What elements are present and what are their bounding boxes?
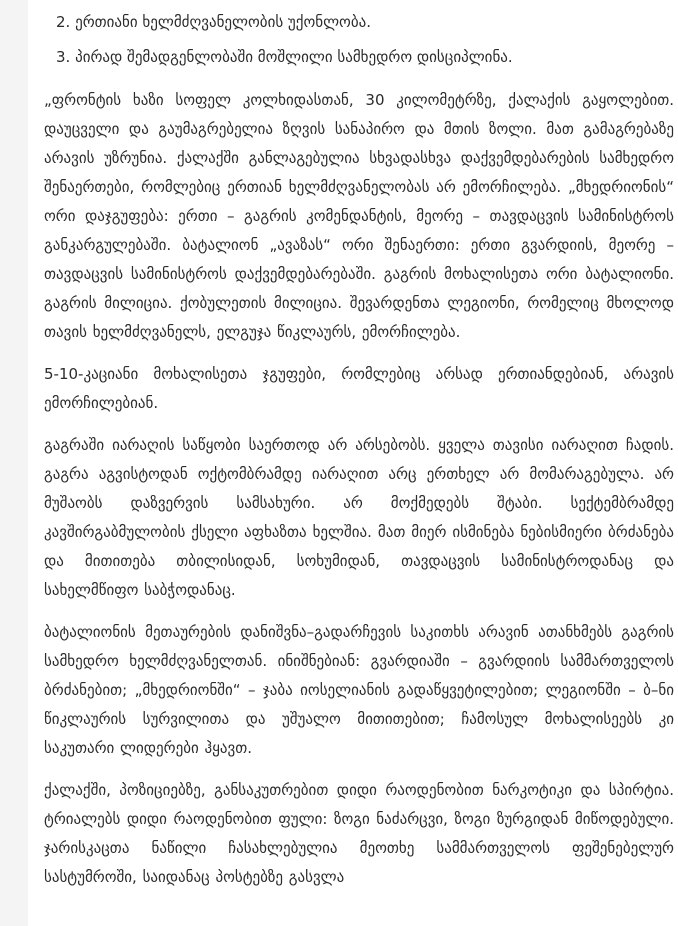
left-margin-rail — [0, 0, 28, 926]
paragraph-weapons-depot: გაგრაში იარაღის საწყობი საერთოდ არ არსებობს. ყველა თავისი იარაღით ჩადის. გაგრა აგვისტოდან ოქტომბრამდე იარაღით არც ერთხელ არ მომარაგებულა. არ მუშაობს დაზვერვის სამსახური. არ მოქმედებს შტაბი. სექტემბრამდე კავშირგაბმულობის ქსელი აფხაზთა ხელშია. მათ მიერ ისმინება ნებისმიერი ბრძანება და მითითება თბილისიდან, სოხუმიდან, თავდაცვის სამინისტროდანაც და სახელმწიფო საბჭოდანაც. — [44, 436, 674, 599]
list-item-3: 3. პირად შემადგენლობაში მოშლილი სამხედრო დისციპლინა. — [56, 48, 513, 66]
paragraph-volunteer-groups: 5-10-კაციანი მოხალისეთა ჯგუფები, რომლებიც არსად ერთიანდებიან, არავის ემორჩილებიან. — [44, 365, 674, 412]
paragraph-narcotics: ქალაქში, პოზიციებზე, განსაკუთრებით დიდი რაოდენობით ნარკოტიკი და სპირტია. ტრიალებს დიდი რაოდენობით ფული: ზოგი ნაძარცვი, ზოგი ზურგიდან მიწოდებული. ჯარისკაცთა ნაწილი ჩასახლებულია მეოთხე სამმართველოს ფეშენებელურ სასტუმროში, საიდანაც პოსტებზე გასვლა — [44, 781, 674, 886]
paragraph-battalion-commanders: ბატალიონის მეთაურების დანიშვნა–გადარჩევის საკითხს არავინ ათანხმებს გაგრის სამხედრო ხელმძღვანელთან. ინიშნებიან: გვარდიაში – გვარდიის სამმართველოს ბრძანებით; „მხედრიონში“ – ჯაბა იოსელიანის გადაწყვეტილებით; ლეგიონში – ბ–ნი წიკლაურის სურვილითა და უშუალო მითითებით; ჩამოსულ მოხალისეებს კი საკუთარი ლიდერები ჰყავთ. — [44, 623, 674, 757]
paragraph-front-line: „ფრონტის ხაზი სოფელ კოლხიდასთან, 30 კილომეტრზე, ქალაქის გაყოლებით. დაუცველი და გაუმაგრებელია ზღვის სანაპირო და მთის ზოლი. მათ გამაგრებაზე არავის უზრუნია. ქალაქში განლაგებულია სხვადასხვა დაქვემდებარების სამხედრო შენაერთები, რომლებიც ერთიან ხელმძღვანელობას არ ემორჩილება. „მხედრიონის“ ორი დაჯგუფება: ერთი – გაგრის კომენდანტის, მეორე – თავდაცვის სამინისტროს განკარგულებაში. ბატალიონ „ავაზას“ ორი შენაერთი: ერთი გვარდიის, მეორე – თავდაცვის სამინისტროს დაქვემდებარებაში. გაგრის მოხალისეთა ორი ბატალიონი. გაგრის მილიცია. ქობულეთის მილიცია. შევარდენთა ლეგიონი, რომელიც მხოლოდ თავის ხელმძღვანელს, ელგუჯა წიკლაურს, ემორჩილება. — [44, 91, 674, 341]
article-body — [44, 0, 674, 905]
list-item-2: 2. ერთიანი ხელმძღვანელობის უქონლობა. — [56, 13, 371, 31]
numbered-list — [44, 0, 674, 66]
